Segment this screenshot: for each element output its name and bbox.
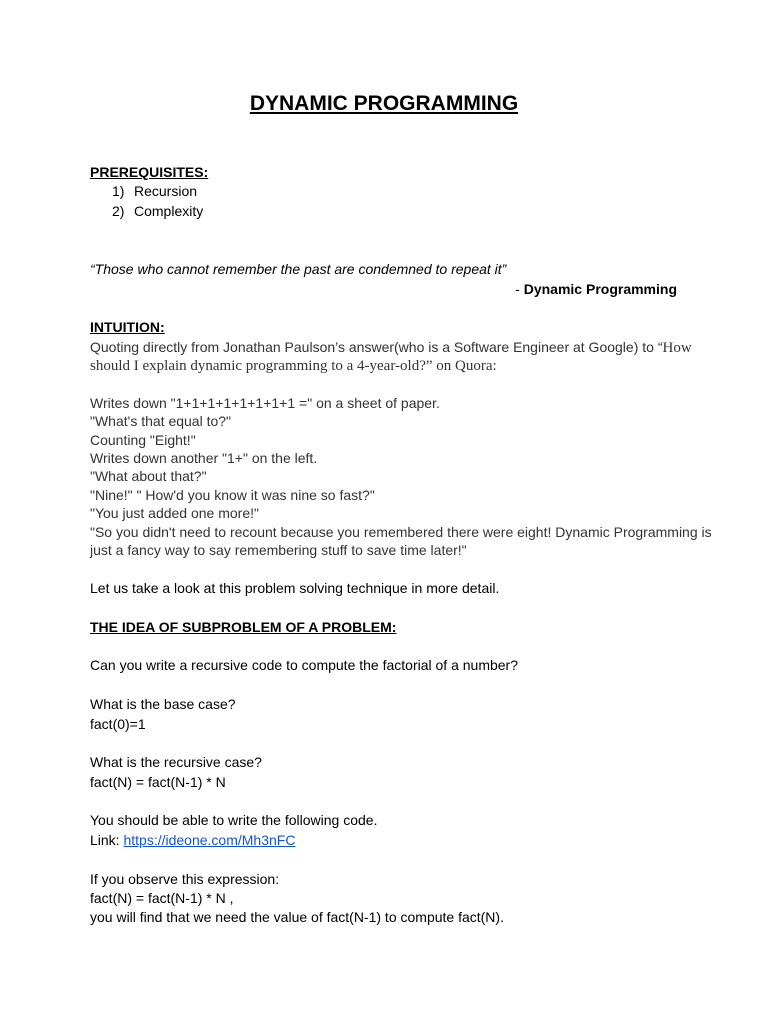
subproblem-heading: THE IDEA OF SUBPROBLEM OF A PROBLEM: (90, 619, 397, 635)
intuition-heading: INTUITION: (90, 319, 165, 335)
quote-author: Dynamic Programming (523, 281, 677, 297)
intro-question-start: How (662, 340, 692, 356)
base-case-answer: fact(0)=1 (90, 716, 146, 732)
quote-text: “Those who cannot remember the past are condemned to repeat it” (90, 261, 507, 277)
ideone-link[interactable]: https://ideone.com/Mh3nFC (123, 832, 296, 848)
intuition-intro-line: should I explain dynamic programming to a 4-year-old?” on Quora: (90, 358, 497, 374)
recursive-case-answer: fact(N) = fact(N-1) * N (90, 774, 226, 790)
page-title: DYNAMIC PROGRAMMING (249, 92, 519, 115)
list-number: 2) (112, 203, 125, 219)
conclusion-line: you will find that we need the value of fact(N-1) to compute fact(N). (90, 909, 504, 925)
list-item-text: Complexity (134, 203, 204, 219)
dialogue-line: Counting "Eight!" (90, 432, 196, 448)
dialogue-line: "So you didn't need to recount because you remembered there were eight! Dynamic Programming is (90, 524, 712, 540)
code-instruction: You should be able to write the following code. (90, 812, 378, 828)
recursive-case-question: What is the recursive case? (90, 754, 262, 770)
lead-in-text: Let us take a look at this problem solving technique in more detail. (90, 580, 500, 596)
list-number: 1) (112, 183, 125, 199)
base-case-question: What is the base case? (90, 696, 236, 712)
dialogue-line: "What about that?" (90, 468, 207, 484)
link-line (90, 831, 295, 849)
quote-attribution (515, 280, 677, 298)
dialogue-line: Writes down another "1+" on the left. (90, 450, 318, 466)
prerequisite-item (112, 182, 197, 200)
observe-line: If you observe this expression: (90, 871, 280, 887)
dialogue-line: just a fancy way to say remembering stuff to save time later!" (90, 542, 467, 558)
factorial-question: Can you write a recursive code to compute the factorial of a number? (90, 657, 518, 673)
dialogue-line: "You just added one more!" (90, 505, 259, 521)
intro-text: Quoting directly from Jonathan Paulson’s answer(who is a Software Engineer at Google) to “ (90, 339, 663, 355)
list-item-text: Recursion (134, 183, 198, 199)
dialogue-line: "Nine!" " How'd you know it was nine so fast?" (90, 487, 375, 503)
intuition-intro-line (90, 338, 692, 357)
expression-line: fact(N) = fact(N-1) * N , (90, 890, 234, 906)
quote-dash: - (515, 281, 524, 297)
prerequisite-item (112, 202, 203, 220)
dialogue-line: "What's that equal to?" (90, 413, 232, 429)
prerequisites-heading: PREREQUISITES: (90, 164, 209, 180)
link-label: Link: (90, 832, 124, 848)
dialogue-line: Writes down "1+1+1+1+1+1+1+1 =" on a sheet of paper. (90, 395, 440, 411)
